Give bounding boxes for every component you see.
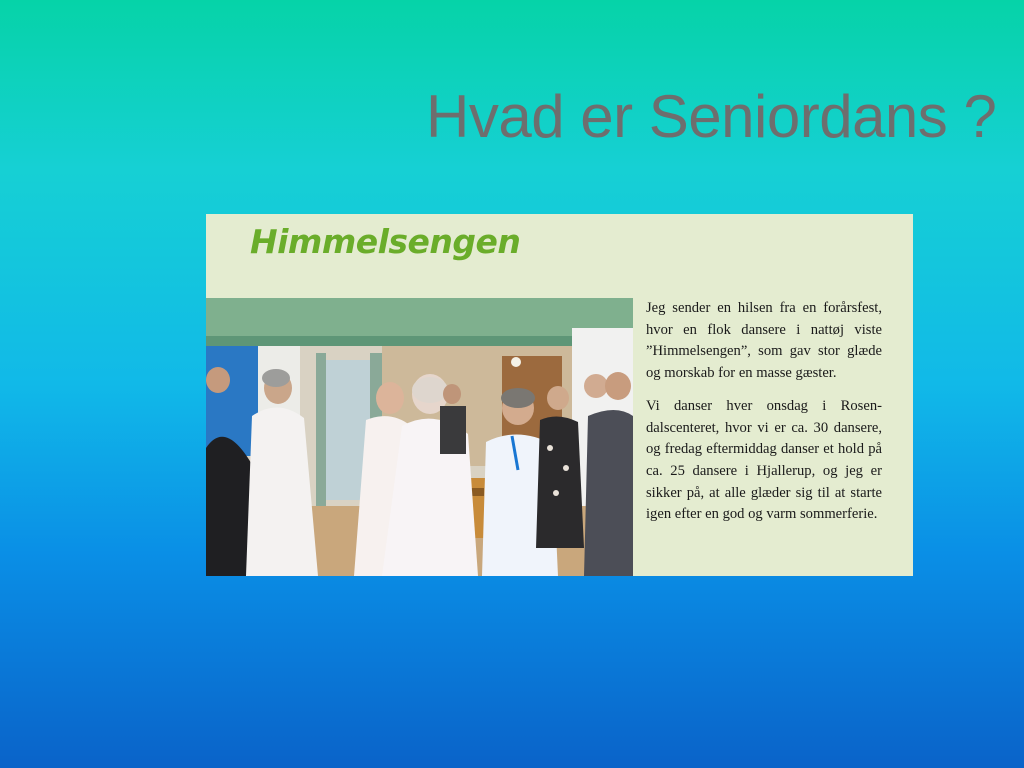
slide-title: Hvad er Seniordans ? bbox=[426, 83, 997, 150]
dancers-photo-icon bbox=[206, 298, 633, 576]
newspaper-clipping bbox=[206, 214, 913, 576]
clipping-paragraph-2: Vi danser hver onsdag i Rosendalscenteret, hvor vi er ca. 30 dansere, og fredag eftermiddag danser et hold på ca. 25 dansere i Hjallerup, og jeg er sikker på, at alle glæder sig til at starte igen efter en god og varm sommerferie. bbox=[646, 397, 882, 523]
clipping-text bbox=[646, 298, 882, 537]
dancers-photo bbox=[206, 298, 633, 576]
clipping-paragraph-1: Jeg sender en hilsen fra en forårsfest, hvor en flok dansere i nattøj viste ”Himmelsengen”, som gav stor glæde og morskab for en masse gæster. bbox=[646, 300, 882, 382]
clipping-heading: Himmelsengen bbox=[250, 222, 521, 261]
